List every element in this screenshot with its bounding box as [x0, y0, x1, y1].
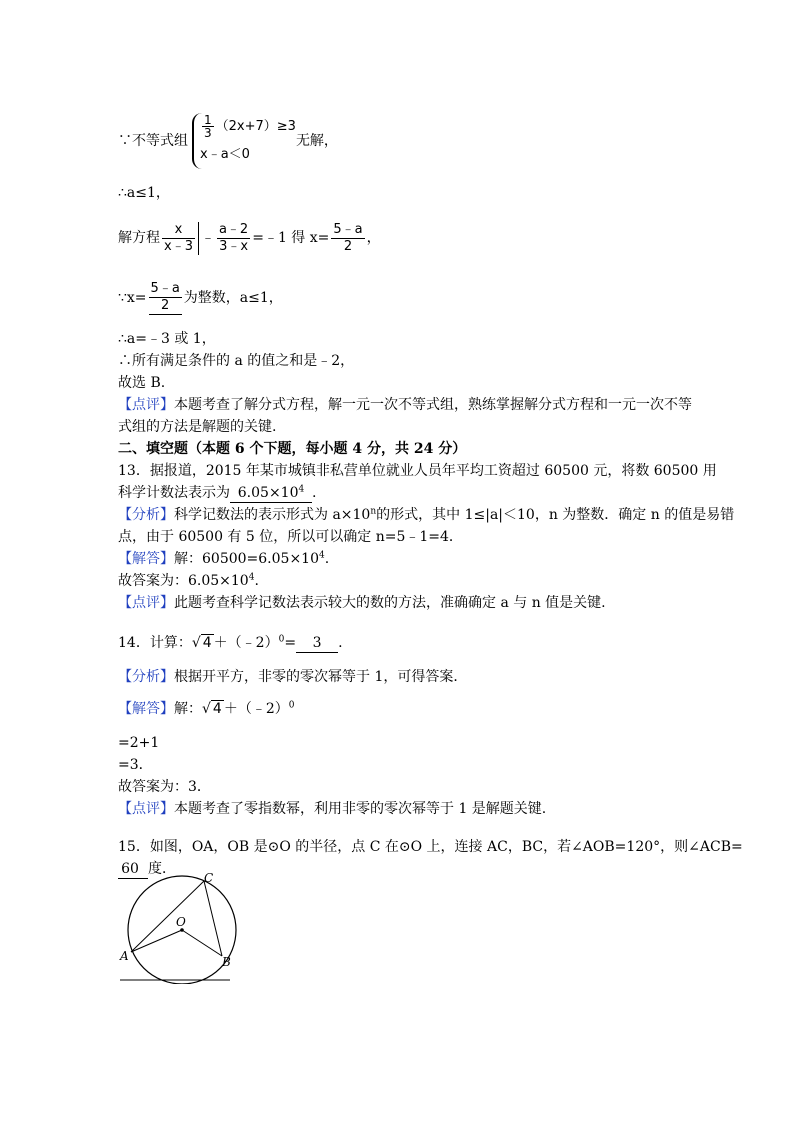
eq-fraction-2	[217, 222, 250, 255]
q13-line2-suffix: .	[312, 485, 317, 501]
q12-line1-suffix: 无解，	[295, 133, 338, 149]
q13-final	[118, 572, 259, 590]
q14-comment	[118, 800, 546, 818]
circle-figure	[118, 872, 238, 984]
section-title: 二、填空题（本题 6 个下题，每小题 4 分，共 24 分）	[118, 441, 467, 457]
solution-tag: 【解答】	[118, 551, 174, 567]
comment-tag: 【点评】	[118, 595, 174, 611]
eq-end: ，	[366, 230, 381, 246]
q14-solution	[118, 700, 295, 718]
segment-ac	[131, 881, 204, 952]
solution-tag: 【解答】	[118, 701, 174, 717]
comment-text: 本题考查了解分式方程，解一元一次不等式组，熟练掌握解分式方程和一元一次不等	[174, 397, 692, 413]
q12-line6: ∴所有满足条件的 a 的值之和是﹣2，	[118, 353, 355, 369]
q14-end: .	[338, 635, 343, 651]
label-o: O	[176, 915, 186, 929]
q12-line3-prefix: 解方程	[118, 230, 160, 246]
sys-row1-fraction	[202, 114, 214, 139]
sqrt-radicand: 4	[212, 701, 222, 717]
q12-line2: ∴a≤1，	[118, 185, 170, 201]
q15-line1: 15．如图，OA，OB 是⊙O 的半径，点 C 在⊙O 上，连接 AC，BC，若∠AOB=120°，则∠ACB=	[118, 839, 743, 855]
analysis-tag: 【分析】	[118, 507, 174, 523]
q14-expr: ＋（﹣2）	[213, 635, 279, 651]
l4-frac-den: 2	[149, 298, 182, 315]
segment-ob	[182, 930, 222, 956]
solution-exp: 4	[318, 550, 325, 561]
q14-final: 故答案为：3．	[118, 779, 211, 795]
analysis-text: 根据开平方，非零的零次幂等于 1，可得答案．	[174, 669, 468, 685]
sqrt-expression: √ 4	[191, 635, 212, 651]
sqrt-radicand: 4	[202, 635, 212, 651]
q15-line2-suffix: 度．	[148, 861, 176, 877]
q13-line2-prefix: 科学计数法表示为	[118, 485, 230, 501]
q14-expr-exp: 0	[278, 634, 285, 645]
comment-text: 此题考查科学记数法表示较大的数的方法，准确确定 a 与 n 值是关键.	[174, 595, 606, 611]
segment-bc	[204, 881, 222, 956]
solution-prefix: 解：	[174, 701, 202, 717]
eq-fraction-1	[162, 222, 199, 255]
q15-answer-blank: 60	[118, 860, 148, 879]
sys-row1-rest: （2x+7）≥3	[215, 119, 296, 134]
q13-analysis-line2: 点，由于 60500 有 5 位，所以可以确定 n=5﹣1=4．	[118, 529, 463, 545]
q14-eq: =	[284, 635, 297, 651]
q12-comment-line1	[118, 396, 692, 414]
q12-line7: 故选 B.	[118, 375, 166, 391]
q12-comment-line2: 式组的方法是解题的关键.	[118, 419, 277, 435]
q13-answer-base: 6.05×10	[237, 485, 299, 501]
analysis-tag: 【分析】	[118, 669, 174, 685]
q14-line1	[118, 634, 343, 653]
label-c: C	[204, 872, 214, 885]
q13-answer-blank	[230, 484, 312, 503]
sys-row1	[200, 113, 296, 141]
sys-row1-den: 3	[204, 126, 212, 140]
comment-text: 本题考查了零指数幂，利用非零的零次幂等于 1 是解题关键.	[174, 801, 547, 817]
eq-frac1-den: x﹣3	[164, 238, 193, 254]
label-a: A	[120, 949, 129, 963]
comment-tag: 【点评】	[118, 801, 174, 817]
q12-line5: ∴a=﹣3 或 1，	[118, 331, 216, 347]
l4-fraction	[149, 281, 182, 315]
q13-comment	[118, 594, 606, 612]
q13-line2	[118, 484, 316, 503]
q12-line4	[118, 280, 283, 316]
solution-exp: 0	[288, 700, 295, 711]
sys-row2: x﹣a＜0	[200, 147, 250, 162]
q12-line4-prefix: ∵x=	[118, 290, 147, 306]
inequality-system	[192, 113, 296, 169]
q12-line4-suffix: 为整数，a≤1，	[183, 290, 283, 306]
segment-oa	[131, 930, 182, 952]
analysis-exp: n	[370, 506, 377, 517]
solution-text: 解：60500=6.05×10	[174, 551, 319, 567]
q12-line3	[118, 220, 381, 256]
solution-end: .	[324, 551, 330, 567]
analysis-text-a: 科学记数法的表示形式为 a×10	[174, 507, 371, 523]
eq-frac3-den: 2	[343, 238, 353, 254]
analysis-text-b: 的形式，其中 1≤|a|＜10，n 为整数．确定 n 的值是易错	[376, 507, 735, 523]
eq-frac2-num: a﹣2	[218, 221, 249, 237]
eq-frac3-num: 5﹣a	[333, 221, 363, 237]
l4-frac-num: 5﹣a	[150, 281, 180, 296]
q13-analysis-line1	[118, 506, 734, 524]
q12-line1-prefix: ∵不等式组	[118, 133, 188, 149]
q13-solution	[118, 550, 329, 568]
q14-step1: =2+1	[118, 735, 160, 751]
q14-analysis	[118, 668, 467, 686]
label-b: B	[222, 955, 231, 969]
q13-answer-exp: 4	[298, 484, 305, 495]
final-exp: 4	[248, 572, 255, 583]
q14-step2: =3．	[118, 757, 153, 773]
final-text: 故答案为：6.05×10	[118, 573, 249, 589]
eq-minus: ﹣	[200, 230, 215, 246]
sys-row1-num: 1	[204, 113, 212, 127]
eq-mid: =﹣1 得 x=	[252, 230, 330, 246]
comment-tag: 【点评】	[118, 397, 174, 413]
solution-expr: ＋（﹣2）	[223, 701, 289, 717]
q13-line1: 13．据报道，2015 年某市城镇非私营单位就业人员年平均工资超过 60500 元，将数 60500 用	[118, 463, 717, 479]
q14-prefix: 14．计算：	[118, 635, 192, 651]
sqrt-expression: √ 4	[202, 701, 222, 717]
q12-line1	[118, 110, 338, 172]
q14-answer-blank: 3	[296, 634, 338, 653]
eq-fraction-3	[331, 222, 364, 255]
eq-frac1-num: x	[162, 222, 195, 239]
final-end: .	[254, 573, 259, 589]
eq-frac2-den: 3﹣x	[219, 238, 249, 254]
